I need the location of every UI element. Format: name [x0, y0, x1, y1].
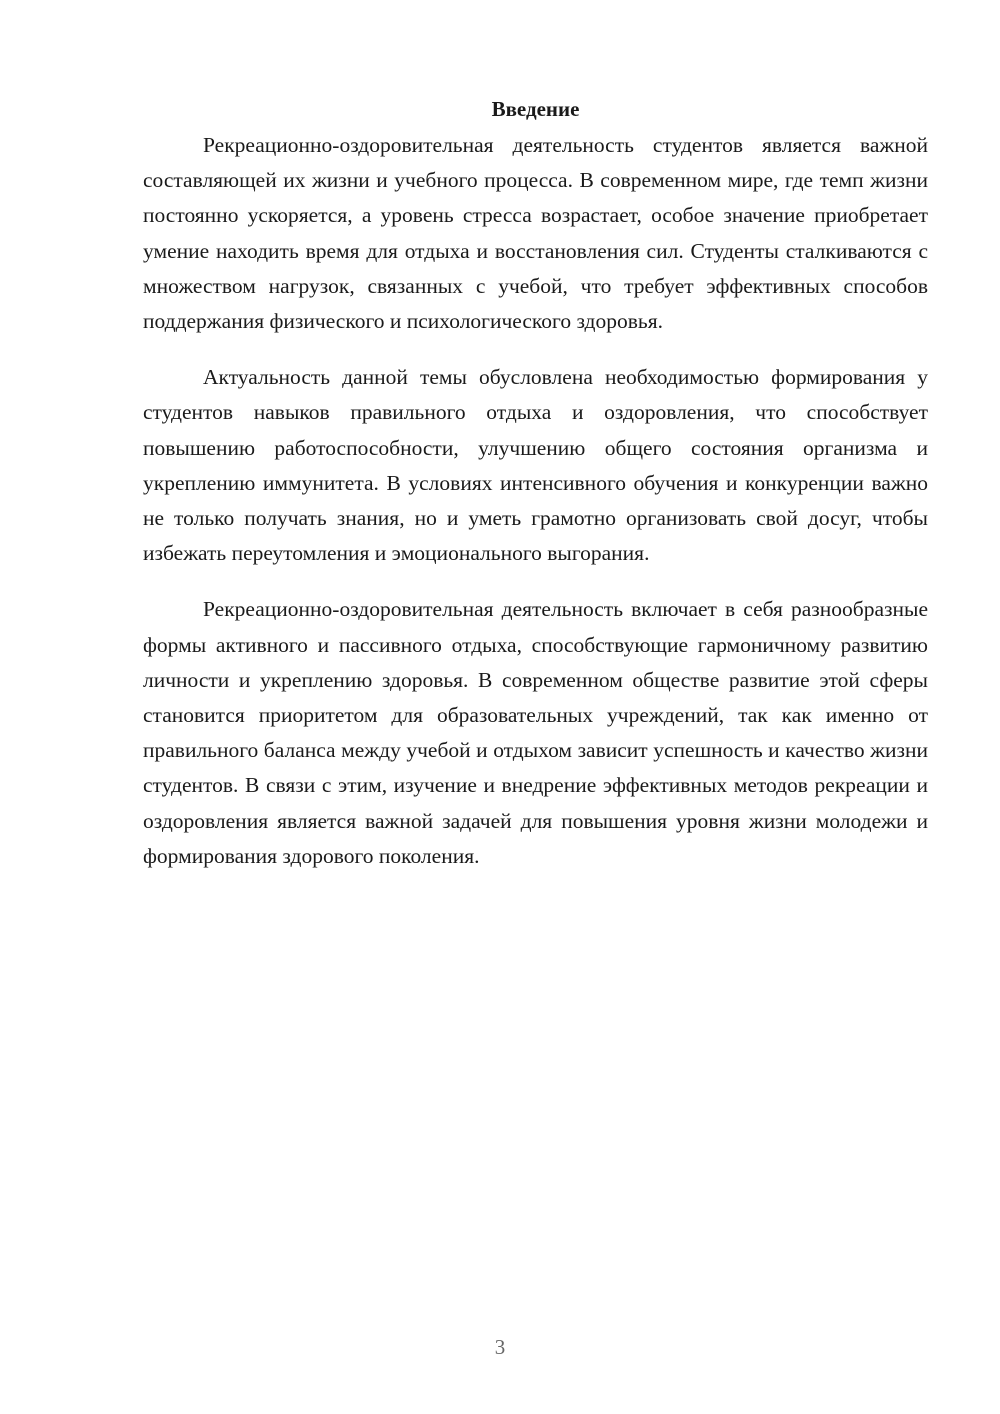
section-heading: Введение: [491, 97, 580, 121]
paragraph-1: Рекреационно-оздоровительная деятельность студентов является важной составляющей их жизни и учебного процесса. В современном мире, где темп жизни постоянно ускоряется, а уровень стресса возрастает, особое значение приобретает умение находить время для отдыха и восстановления сил. Студенты сталкиваются с множеством нагрузок, связанных с учебой, что требует эффективных способов поддержания физического и психологического здоровья.: [143, 133, 928, 334]
paragraph-3: Рекреационно-оздоровительная деятельность включает в себя разнообразные формы активного и пассивного отдыха, способствующие гармоничному развитию личности и укреплению здоровья. В современном обществе развитие этой сферы становится приоритетом для образовательных учреждений, так как именно от правильного баланса между учебой и отдыхом зависит успешность и качество жизни студентов. В связи с этим, изучение и внедрение эффективных методов рекреации и оздоровления является важной задачей для повышения уровня жизни молодежи и формирования здорового поколения.: [143, 597, 928, 868]
page-content: [143, 92, 928, 895]
paragraph-2: Актуальность данной темы обусловлена необходимостью формирования у студентов навыков правильного отдыха и оздоровления, что способствует повышению работоспособности, улучшению общего состояния организма и укреплению иммунитета. В условиях интенсивного обучения и конкуренции важно не только получать знания, но и уметь грамотно организовать свой досуг, чтобы избежать переутомления и эмоционального выгорания.: [143, 365, 928, 566]
page-number: 3: [494, 1335, 506, 1359]
